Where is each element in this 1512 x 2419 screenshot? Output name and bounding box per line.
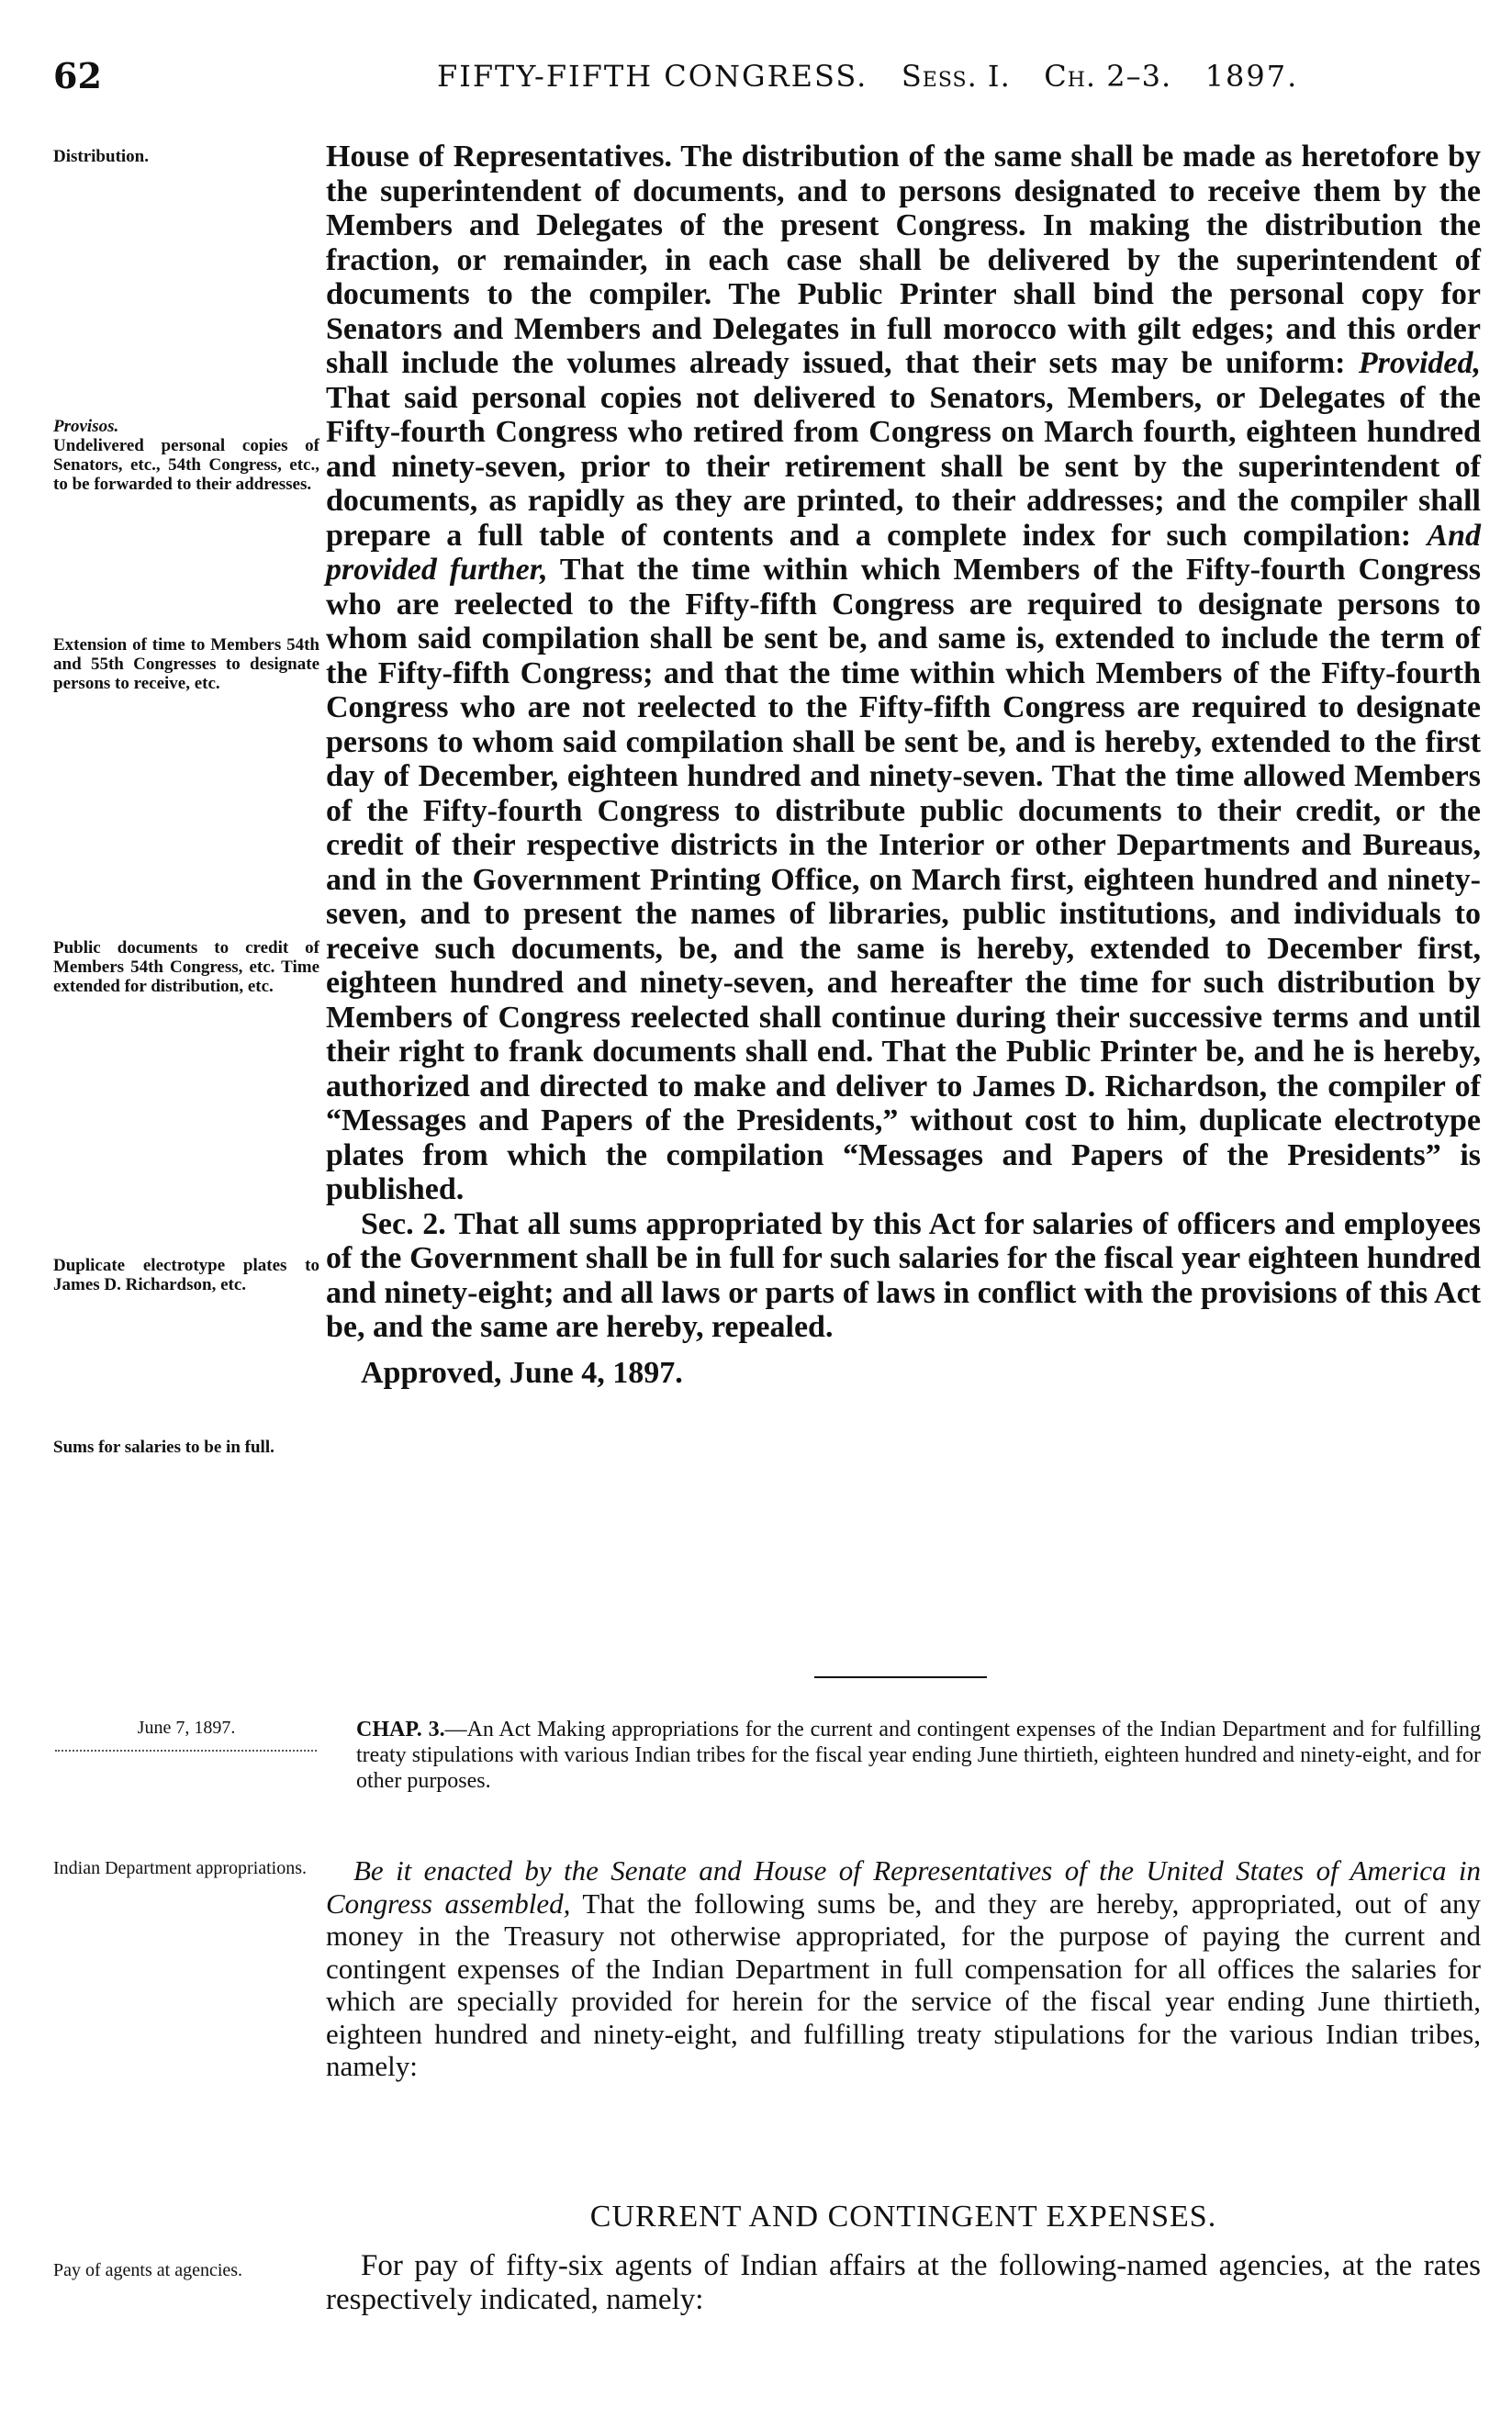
- provided-phrase: Provided,: [1358, 346, 1482, 380]
- margin-note-provisos-title: Provisos.: [53, 417, 119, 436]
- running-head-chapter: Ch. 2–3.: [1044, 59, 1172, 94]
- margin-note-date: June 7, 1897.: [137, 1718, 236, 1738]
- enacting-clause: [326, 1854, 1481, 2083]
- pay-of-agents: [326, 2249, 1481, 2317]
- margin-note-indian-department: Indian Department appropriations.: [53, 1858, 308, 1878]
- margin-note-undelivered: Undelivered personal copies of Senators, etc., 54th Congress, etc., to be forwarded to their addresses.: [53, 436, 319, 494]
- main-body: [326, 140, 1481, 1391]
- running-head: [437, 59, 1298, 94]
- paragraph-distribution: House of Representatives. The distribution of the same shall be made as heretofore by the superintendent of documents, and to persons designated to receive them by the Members and Delegates of the present Congress. In making the distribution the fraction, or remainder, in each case shall be delivered by the superintendent of documents to the compiler. The Public Printer shall bind the personal copy for Senators and Members and Delegates in full morocco with gilt edges; and this order shall include the volumes already issued, that their sets may be uniform: Provided, That said personal copies not delivered to Senators, Members, or Delegates of the Fifty-fourth Congress who retired from Congress on March fourth, eighteen hundred and ninety-seven, prior to their retirement shall be sent by the superintendent of documents, as rapidly as they are printed, to their addresses; and the compiler shall prepare a full table of contents and a complete index for such compilation: And provided further, That the time within which Members of the Fifty-fourth Congress who are reelected to the Fifty-fifth Congress are required to designate persons to whom said compilation shall be sent be, and same is, extended to include the term of the Fifty-fifth Congress; and that the time within which Members of the Fifty-fourth Congress who are not reelected to the Fifty-fifth Congress are required to designate persons to whom said compilation shall be sent be, and is hereby, extended to the first day of December, eighteen hundred and ninety-seven. That the time allowed Members of the Fifty-fourth Congress to distribute public documents to their credit, or the credit of their respective districts in the Interior or other Departments and Bureaus, and in the Government Printing Office, on March first, eighteen hundred and ninety-seven, and to present the names of libraries, public institutions, and individuals to receive such documents, be, and the same is hereby, extended to December first, eighteen hundred and ninety-seven, and hereafter the time for such distribution by Members of Congress reelected shall continue during their successive terms and until their right to frank documents shall end. That the Public Printer be, and he is hereby, authorized and directed to make and deliver to James D. Richardson, the compiler of “Messages and Papers of the Presidents,” without cost to him, duplicate electrotype plates from which the compilation “Messages and Papers of the Presidents” is published.: [326, 140, 1482, 1206]
- pay-of-agents-paragraph: For pay of fifty-six agents of Indian affairs at the following-named agencies, at the rates respectively indicated, namely:: [326, 2249, 1481, 2316]
- approved-line: Approved, June 4, 1897.: [361, 1355, 683, 1390]
- page-number: 62: [53, 55, 102, 96]
- enacting-paragraph: Be it enacted by the Senate and House of Representatives of the United States of America in Congress assembled, That the following sums be, and they are hereby, appropriated, out of any money in the Treasury not otherwise appropriated, for the purpose of paying the current and contingent expenses of the Indian Department in full compensation for all offices the salaries for which are specially provided for herein for the service of the fiscal year ending June thirtieth, eighteen hundred and ninety-eight, and fulfilling treaty stipulations for the various Indian tribes, namely:: [326, 1854, 1481, 2082]
- running-head-session: Sess. I.: [901, 59, 1011, 94]
- margin-note-pay-agents: Pay of agents at agencies.: [53, 2260, 243, 2280]
- provided-further-phrase: And provided further,: [326, 518, 1481, 587]
- paragraph-section-2: Sec. 2. That all sums appropriated by this Act for salaries of officers and employees of the Government shall be in full for such salaries for the fiscal year eighteen hundred and ninety-eight; and all laws or parts of laws in conflict with the provisions of this Act be, and the same are hereby, repealed.: [326, 1206, 1481, 1344]
- margin-note-distribution: Distribution.: [53, 147, 149, 166]
- chapter-3-title: [356, 1717, 1481, 1794]
- running-head-congress: FIFTY-FIFTH CONGRESS.: [437, 59, 868, 94]
- running-head-year: 1897.: [1204, 59, 1299, 94]
- margin-note-sums: Sums for salaries to be in full.: [53, 1438, 274, 1457]
- section-heading: CURRENT AND CONTINGENT EXPENSES.: [589, 2200, 1217, 2234]
- margin-note-duplicate: Duplicate electrotype plates to James D. Richardson, etc.: [53, 1256, 319, 1294]
- margin-note-provisos: [53, 417, 319, 494]
- margin-note-public-documents: Public documents to credit of Members 54th Congress, etc. Time extended for distribution, etc.: [53, 938, 319, 996]
- margin-note-extension: Extension of time to Members 54th and 55th Congresses to designate persons to receive, etc.: [53, 635, 319, 693]
- page-header: [53, 55, 1485, 101]
- section-divider: [814, 1676, 987, 1678]
- chapter-3-heading: CHAP. 3.—An Act Making appropriations for the current and contingent expenses of the Indian Department and for fulfilling treaty stipulations with various Indian tribes for the fiscal year ending June thirtieth, eighteen hundred and ninety-eight, and for other purposes.: [356, 1718, 1481, 1793]
- date-rule: [55, 1750, 317, 1752]
